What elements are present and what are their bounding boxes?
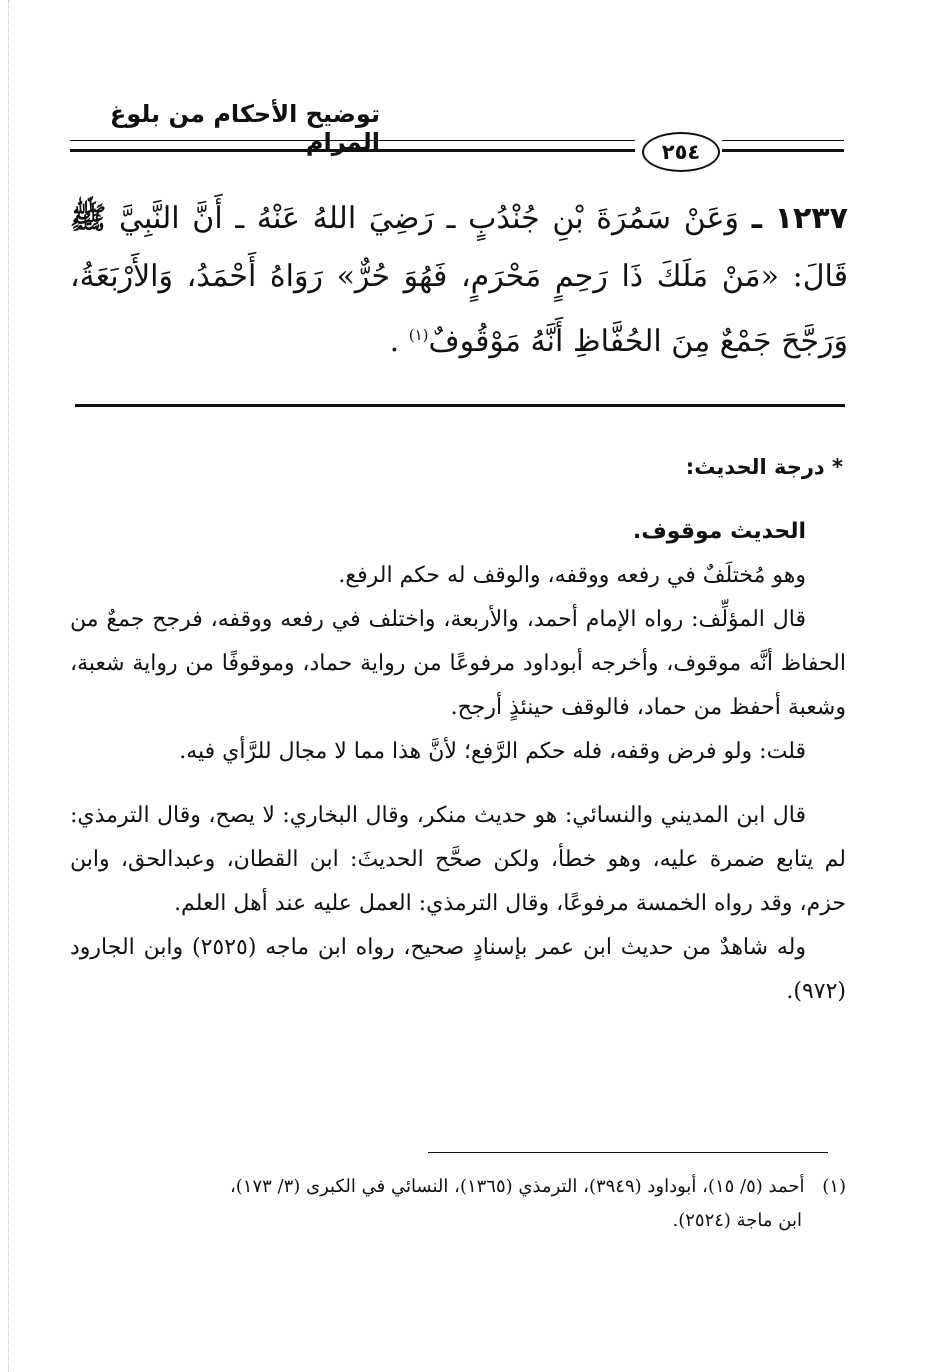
section-divider [75, 404, 845, 407]
page-number: ٢٥٤ [661, 140, 701, 164]
header-rule-top-left [70, 140, 635, 141]
hadith-text [70, 190, 848, 371]
scan-edge-line [8, 0, 9, 1372]
paragraph-1: وهو مُختلَفٌ في رفعه ووقفه، والوقف له حكم الرفع. [338, 563, 806, 588]
footnote [70, 1170, 846, 1238]
footnote-text-1: أحمد (٥/ ١٥)، أبوداود (٣٩٤٩)، الترمذي (١٣٦٥)، النسائي في الكبرى (٣/ ١٧٣)، [229, 1176, 805, 1197]
header-rule-bottom-right [722, 149, 844, 152]
section-heading: * درجة الحديث: [685, 455, 843, 479]
ruling-lead: الحديث موقوف. [632, 519, 806, 544]
paragraph-2: قال المؤلِّف: رواه الإمام أحمد، والأربعة، واختلف في رفعه ووقفه، فرجح جمعٌ من الحفاظ أنَّه موقوف، وأخرجه أبوداود مرفوعًا من رواية حماد، وموقوفًا من رواية شعبة، وشعبة أحفظ من حماد، فالوقف حينئذٍ أرجح. [70, 607, 846, 720]
header-rule-bottom-left [70, 149, 635, 152]
running-header-title: توضيح الأحكام من بلوغ المرام [109, 100, 380, 156]
footnote-reference: (١) [408, 326, 429, 344]
footnote-line-1 [70, 1170, 846, 1204]
paragraph-5: وله شاهدٌ من حديث ابن عمر بإسنادٍ صحيح، رواه ابن ماجه (٢٥٢٥) وابن الجارود (٩٧٢). [70, 935, 846, 1004]
paragraph-4: قال ابن المديني والنسائي: هو حديث منكر، وقال البخاري: لا يصح، وقال الترمذي: لم يتابع ضمرة عليه، وهو خطأ، ولكن صحَّح الحديثَ: ابن القطان، وعبدالحق، وابن حزم، وقد رواه الخمسة مرفوعًا، وقال الترمذي: العمل عليه عند أهل العلم. [70, 803, 846, 916]
footnote-rule [428, 1152, 828, 1153]
hadith-number: ١٢٣٧ [774, 201, 848, 236]
commentary-body [70, 510, 846, 1014]
paragraph-gap [70, 774, 846, 794]
hadith-end-mark: . [389, 324, 400, 359]
footnote-number: (١) [822, 1176, 846, 1197]
hadith-number-dash: ـ [751, 201, 763, 236]
salutation-glyph: ﷺ [70, 201, 107, 236]
page-number-badge [642, 132, 720, 172]
hadith-intro: وَعَنْ سَمُرَةَ بْنِ جُنْدُبٍ ـ رَضِيَ اللهُ عَنْهُ ـ أَنَّ النَّبِيَّ [118, 201, 740, 236]
hadith-quote: قَالَ: «مَنْ مَلَكَ ذَا رَحِمٍ مَحْرَمٍ، فَهُوَ حُرٌّ» رَوَاهُ أَحْمَدُ، وَالأَرْبَعَةُ، وَرَجَّحَ جَمْعٌ مِنَ الحُفَّاظِ أَنَّهُ مَوْقُوفٌ [70, 259, 848, 359]
footnote-text-2: ابن ماجة (٢٥٢٤). [672, 1210, 802, 1231]
footnote-line-2 [70, 1204, 846, 1238]
header-rule-top-right [722, 140, 844, 141]
paragraph-3: قلت: ولو فرض وقفه، فله حكم الرَّفع؛ لأنَّ هذا مما لا مجال للرَّأي فيه. [179, 739, 806, 764]
